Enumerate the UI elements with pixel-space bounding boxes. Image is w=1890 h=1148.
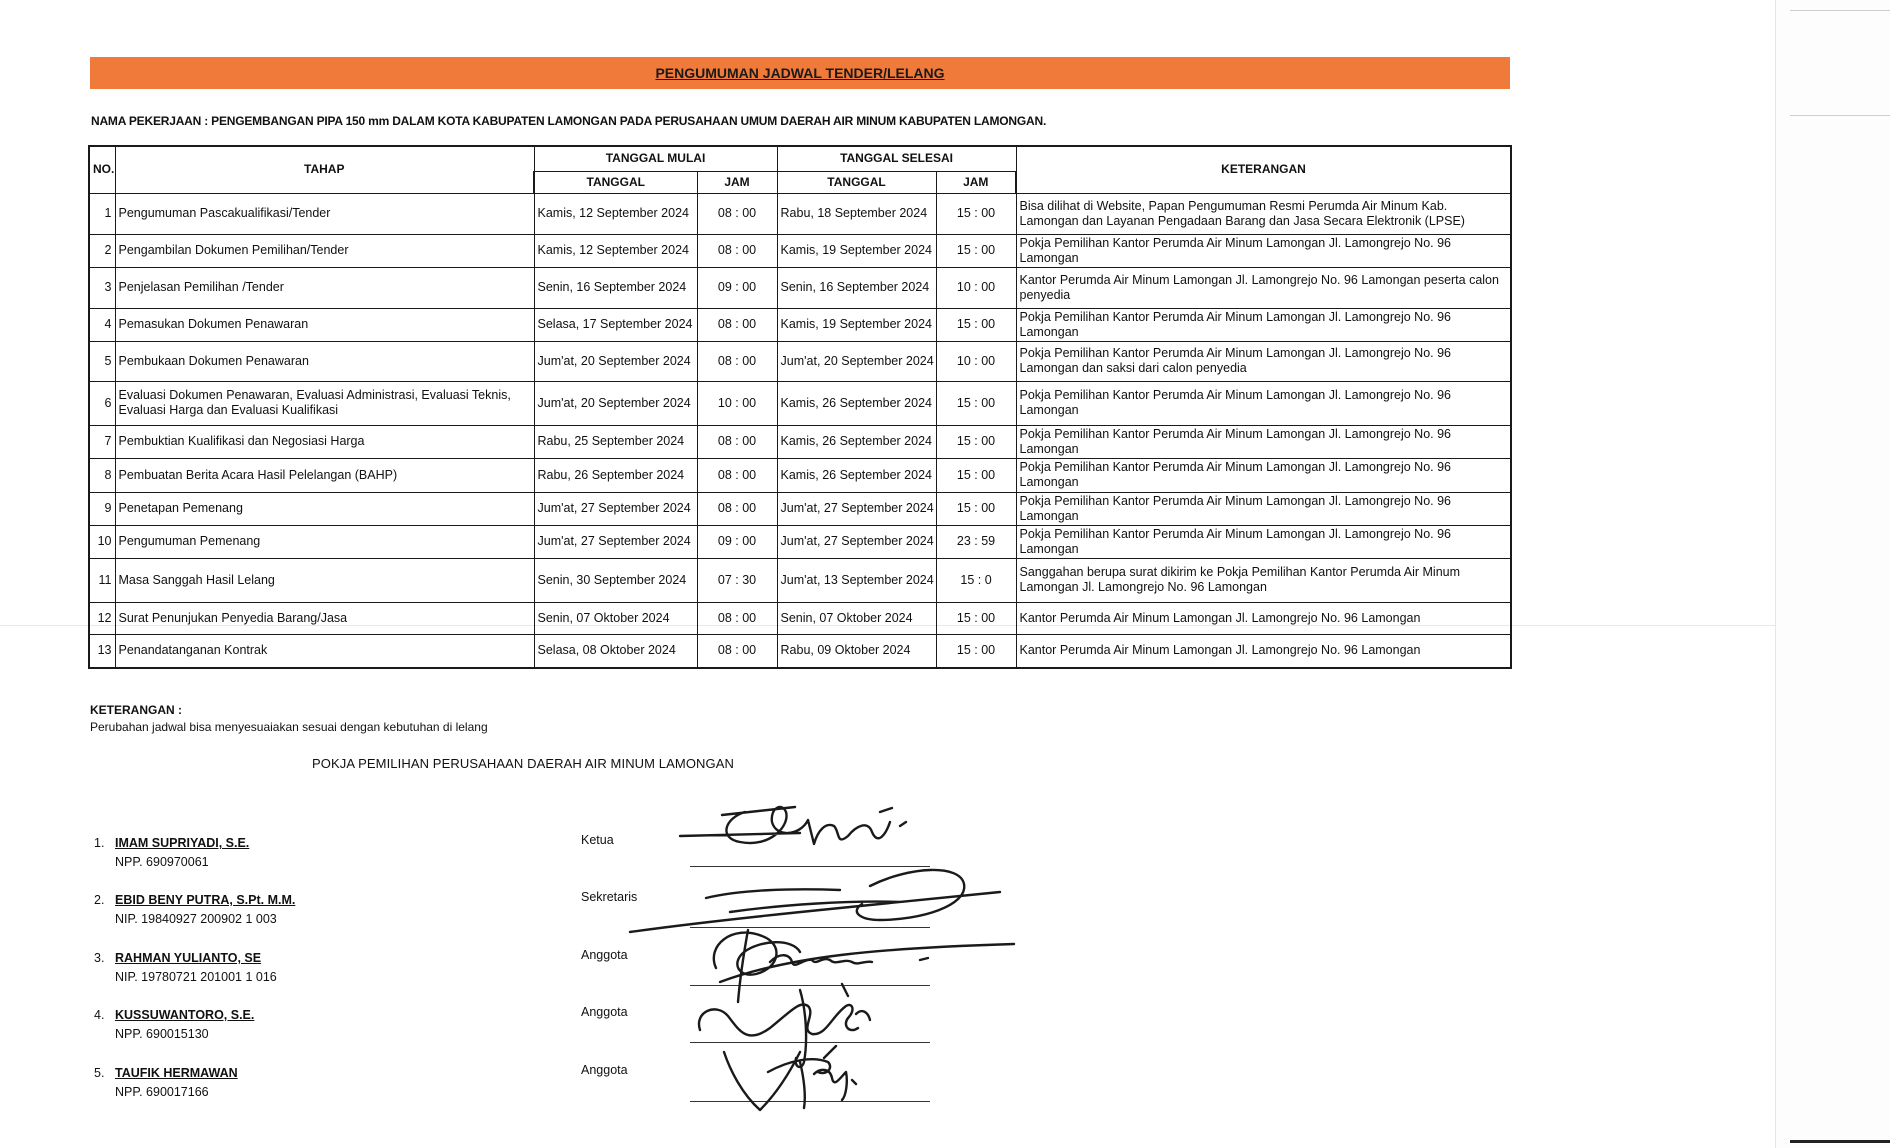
member-number: 5. [94, 1066, 105, 1080]
header-end-time: JAM [936, 171, 1016, 193]
row-stage: Surat Penunjukan Penyedia Barang/Jasa [115, 602, 534, 634]
row-end-date: Senin, 16 September 2024 [777, 267, 936, 308]
row-remarks: Pokja Pemilihan Kantor Perumda Air Minum Lamongan Jl. Lamongrejo No. 96 Lamongan [1016, 492, 1511, 525]
row-end-time: 10 : 00 [936, 341, 1016, 381]
member-role: Anggota [581, 1005, 628, 1019]
row-end-date: Jum'at, 27 September 2024 [777, 525, 936, 558]
row-number: 13 [89, 634, 115, 668]
row-remarks: Pokja Pemilihan Kantor Perumda Air Minum Lamongan Jl. Lamongrejo No. 96 Lamongan [1016, 381, 1511, 425]
row-end-time: 15 : 00 [936, 193, 1016, 234]
row-start-date: Senin, 07 Oktober 2024 [534, 602, 697, 634]
signature-1 [680, 807, 906, 844]
row-number: 8 [89, 458, 115, 492]
row-start-time: 08 : 00 [697, 425, 777, 458]
row-start-time: 08 : 00 [697, 458, 777, 492]
member-id: NIP. 19780721 201001 1 016 [115, 970, 277, 984]
row-start-time: 08 : 00 [697, 234, 777, 267]
row-end-time: 23 : 59 [936, 525, 1016, 558]
row-stage: Pengumuman Pemenang [115, 525, 534, 558]
row-start-time: 08 : 00 [697, 193, 777, 234]
row-start-date: Rabu, 26 September 2024 [534, 458, 697, 492]
row-end-date: Rabu, 18 September 2024 [777, 193, 936, 234]
row-number: 10 [89, 525, 115, 558]
row-remarks: Kantor Perumda Air Minum Lamongan Jl. Lamongrejo No. 96 Lamongan [1016, 634, 1511, 668]
member-name: TAUFIK HERMAWAN [115, 1066, 238, 1080]
member-id: NPP. 690017166 [115, 1085, 209, 1099]
row-end-time: 15 : 00 [936, 234, 1016, 267]
row-number: 4 [89, 308, 115, 341]
row-number: 3 [89, 267, 115, 308]
row-remarks: Kantor Perumda Air Minum Lamongan Jl. Lamongrejo No. 96 Lamongan peserta calon penyedia [1016, 267, 1511, 308]
row-number: 1 [89, 193, 115, 234]
row-end-time: 15 : 00 [936, 425, 1016, 458]
row-end-date: Rabu, 09 Oktober 2024 [777, 634, 936, 668]
member-id: NPP. 690970061 [115, 855, 209, 869]
member-number: 4. [94, 1008, 105, 1022]
row-remarks: Pokja Pemilihan Kantor Perumda Air Minum Lamongan Jl. Lamongrejo No. 96 Lamongan dan saksi dari calon penyedia [1016, 341, 1511, 381]
row-start-date: Kamis, 12 September 2024 [534, 234, 697, 267]
row-remarks: Pokja Pemilihan Kantor Perumda Air Minum Lamongan Jl. Lamongrejo No. 96 Lamongan [1016, 525, 1511, 558]
row-stage: Pengumuman Pascakualifikasi/Tender [115, 193, 534, 234]
row-end-time: 15 : 00 [936, 381, 1016, 425]
row-start-time: 08 : 00 [697, 308, 777, 341]
row-start-time: 10 : 00 [697, 381, 777, 425]
row-start-time: 08 : 00 [697, 634, 777, 668]
member-name: RAHMAN YULIANTO, SE [115, 951, 262, 965]
header-tahap: TAHAP [115, 146, 534, 193]
row-end-date: Kamis, 19 September 2024 [777, 234, 936, 267]
member-number: 3. [94, 951, 105, 965]
row-start-date: Jum'at, 20 September 2024 [534, 381, 697, 425]
row-end-time: 10 : 00 [936, 267, 1016, 308]
row-stage: Pengambilan Dokumen Pemilihan/Tender [115, 234, 534, 267]
row-start-date: Jum'at, 27 September 2024 [534, 525, 697, 558]
header-no: NO. [89, 146, 115, 193]
row-end-date: Kamis, 26 September 2024 [777, 425, 936, 458]
row-end-date: Kamis, 19 September 2024 [777, 308, 936, 341]
member-number: 1. [94, 836, 105, 850]
signature-5 [724, 1046, 856, 1110]
banner-title: PENGUMUMAN JADWAL TENDER/LELANG [90, 57, 1510, 89]
row-number: 5 [89, 341, 115, 381]
signature-3 [714, 930, 1014, 1002]
row-stage: Evaluasi Dokumen Penawaran, Evaluasi Administrasi, Evaluasi Teknis, Evaluasi Harga dan Evaluasi Kualifikasi [115, 381, 534, 425]
row-number: 7 [89, 425, 115, 458]
committee-title: POKJA PEMILIHAN PERUSAHAAN DAERAH AIR MINUM LAMONGAN [312, 756, 735, 771]
row-remarks: Pokja Pemilihan Kantor Perumda Air Minum Lamongan Jl. Lamongrejo No. 96 Lamongan [1016, 308, 1511, 341]
row-start-date: Senin, 16 September 2024 [534, 267, 697, 308]
row-end-date: Jum'at, 27 September 2024 [777, 492, 936, 525]
row-start-date: Selasa, 17 September 2024 [534, 308, 697, 341]
row-start-time: 07 : 30 [697, 558, 777, 602]
member-role: Anggota [581, 948, 628, 962]
member-id: NIP. 19840927 200902 1 003 [115, 912, 277, 926]
row-stage: Penetapan Pemenang [115, 492, 534, 525]
row-end-time: 15 : 00 [936, 458, 1016, 492]
notes-title: KETERANGAN : [90, 703, 182, 717]
row-start-date: Selasa, 08 Oktober 2024 [534, 634, 697, 668]
row-start-time: 08 : 00 [697, 492, 777, 525]
row-number: 12 [89, 602, 115, 634]
row-number: 9 [89, 492, 115, 525]
row-start-date: Jum'at, 20 September 2024 [534, 341, 697, 381]
header-start-date: TANGGAL [534, 171, 697, 193]
member-role: Ketua [581, 833, 614, 847]
row-end-date: Jum'at, 20 September 2024 [777, 341, 936, 381]
header-end-date: TANGGAL [777, 171, 936, 193]
job-name: NAMA PEKERJAAN : PENGEMBANGAN PIPA 150 mm DALAM KOTA KABUPATEN LAMONGAN PADA PERUSAHAAN UMUM DAERAH AIR MINUM KABUPATEN LAMONGAN. [91, 114, 1047, 128]
row-start-time: 08 : 00 [697, 341, 777, 381]
row-end-date: Jum'at, 13 September 2024 [777, 558, 936, 602]
member-id: NPP. 690015130 [115, 1027, 209, 1041]
row-stage: Penandatanganan Kontrak [115, 634, 534, 668]
row-number: 11 [89, 558, 115, 602]
row-number: 2 [89, 234, 115, 267]
row-stage: Pemasukan Dokumen Penawaran [115, 308, 534, 341]
row-start-time: 09 : 00 [697, 525, 777, 558]
row-end-time: 15 : 00 [936, 492, 1016, 525]
member-name: KUSSUWANTORO, S.E. [115, 1008, 255, 1022]
row-remarks: Sanggahan berupa surat dikirim ke Pokja Pemilihan Kantor Perumda Air Minum Lamongan Jl. Lamongrejo No. 96 Lamongan [1016, 558, 1511, 602]
member-role: Anggota [581, 1063, 628, 1077]
row-end-time: 15 : 0 [936, 558, 1016, 602]
row-remarks: Kantor Perumda Air Minum Lamongan Jl. Lamongrejo No. 96 Lamongan [1016, 602, 1511, 634]
row-start-date: Kamis, 12 September 2024 [534, 193, 697, 234]
row-start-time: 08 : 00 [697, 602, 777, 634]
signature-2 [630, 870, 1000, 932]
row-remarks: Pokja Pemilihan Kantor Perumda Air Minum Lamongan Jl. Lamongrejo No. 96 Lamongan [1016, 425, 1511, 458]
row-stage: Masa Sanggah Hasil Lelang [115, 558, 534, 602]
row-start-date: Senin, 30 September 2024 [534, 558, 697, 602]
member-name: EBID BENY PUTRA, S.Pt. M.M. [115, 893, 296, 907]
notes-text: Perubahan jadwal bisa menyesuaiakan sesuai dengan kebutuhan di lelang [90, 720, 488, 734]
header-start-group: TANGGAL MULAI [534, 146, 777, 171]
row-end-date: Kamis, 26 September 2024 [777, 458, 936, 492]
row-end-date: Senin, 07 Oktober 2024 [777, 602, 936, 634]
header-remarks: KETERANGAN [1016, 146, 1511, 193]
member-role: Sekretaris [581, 890, 638, 904]
row-stage: Penjelasan Pemilihan /Tender [115, 267, 534, 308]
row-remarks: Bisa dilihat di Website, Papan Pengumuman Resmi Perumda Air Minum Kab. Lamongan dan Layanan Pengadaan Barang dan Jasa Secara Elektronik (LPSE) [1016, 193, 1511, 234]
row-stage: Pembukaan Dokumen Penawaran [115, 341, 534, 381]
row-start-time: 09 : 00 [697, 267, 777, 308]
row-end-time: 15 : 00 [936, 634, 1016, 668]
row-start-date: Jum'at, 27 September 2024 [534, 492, 697, 525]
row-stage: Pembuktian Kualifikasi dan Negosiasi Harga [115, 425, 534, 458]
row-remarks: Pokja Pemilihan Kantor Perumda Air Minum Lamongan Jl. Lamongrejo No. 96 Lamongan [1016, 458, 1511, 492]
header-start-time: JAM [697, 171, 777, 193]
row-number: 6 [89, 381, 115, 425]
row-end-time: 15 : 00 [936, 308, 1016, 341]
row-end-time: 15 : 00 [936, 602, 1016, 634]
row-remarks: Pokja Pemilihan Kantor Perumda Air Minum Lamongan Jl. Lamongrejo No. 96 Lamongan [1016, 234, 1511, 267]
row-stage: Pembuatan Berita Acara Hasil Pelelangan (BAHP) [115, 458, 534, 492]
row-end-date: Kamis, 26 September 2024 [777, 381, 936, 425]
member-name: IMAM SUPRIYADI, S.E. [115, 836, 250, 850]
member-number: 2. [94, 893, 105, 907]
row-start-date: Rabu, 25 September 2024 [534, 425, 697, 458]
header-end-group: TANGGAL SELESAI [777, 146, 1016, 171]
